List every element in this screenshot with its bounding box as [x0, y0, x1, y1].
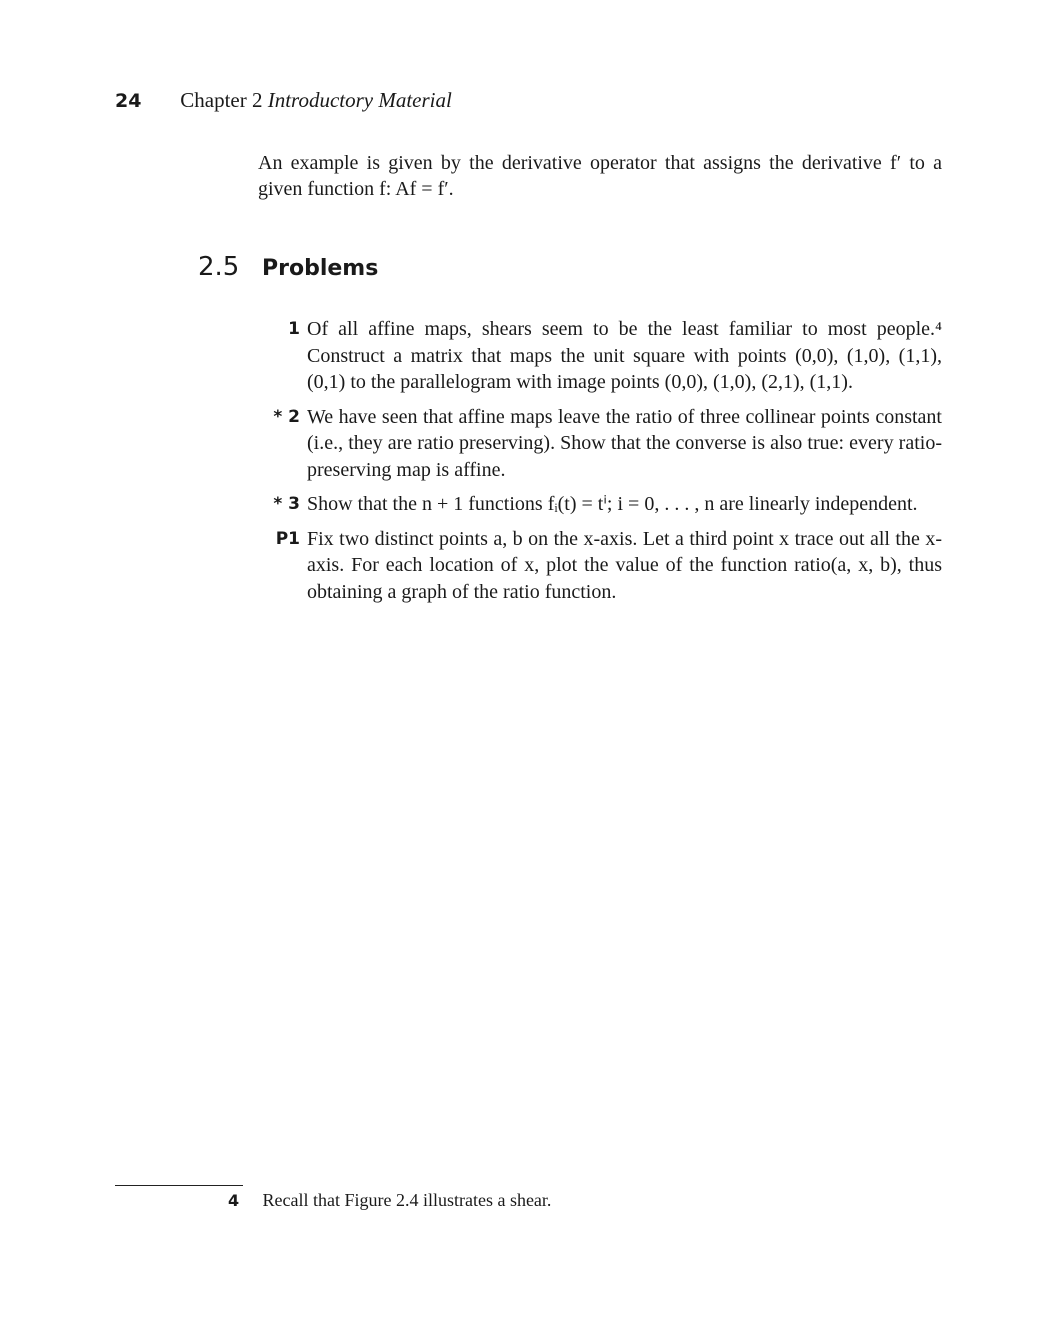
chapter-label: Chapter 2 [180, 88, 263, 112]
chapter-title: Introductory Material [267, 88, 452, 112]
section-number: 2.5 [198, 252, 240, 282]
footnote-number: 4 [228, 1191, 240, 1210]
footnote [228, 1190, 551, 1211]
page-number: 24 [115, 90, 142, 112]
problem-label: * 2 [273, 406, 300, 427]
intro-paragraph: An example is given by the derivative operator that assigns the derivative f′ to a given function f: Af = f′. [258, 152, 942, 200]
problem-text: Show that the n + 1 functions fᵢ(t) = tⁱ; i = 0, . . . , n are linearly independent. [307, 493, 918, 515]
problem-item [250, 316, 942, 396]
problem-item [250, 491, 942, 518]
footnote-text: Recall that Figure 2.4 illustrates a shear. [262, 1190, 552, 1210]
section-title: Problems [262, 256, 379, 281]
running-header [115, 88, 452, 122]
problem-label: * 3 [273, 494, 300, 514]
problem-text: Fix two distinct points a, b on the x-axis. Let a third point x trace out all the x-axis. For each location of x, plot the value of the function ratio(a, x, b), thus obtaining a graph of the ratio function. [307, 527, 942, 603]
problem-list [250, 316, 942, 613]
problem-item [250, 526, 942, 606]
problem-label: P1 [275, 528, 300, 549]
section-heading [198, 252, 378, 282]
problem-item [250, 404, 942, 484]
problem-text: Of all affine maps, shears seem to be the least familiar to most people.⁴ Construct a matrix that maps the unit square with points (0,0), (1,0), (1,1), (0,1) to the parallelogram with image points (0,0), (1,0), (2,1), (1,1). [307, 318, 942, 393]
footnote-rule [115, 1185, 243, 1186]
problem-text: We have seen that affine maps leave the ratio of three collinear points constant (i.e., they are ratio preserving). Show that the converse is also true: every ratio-preserving map is affine. [307, 405, 942, 481]
problem-label: 1 [288, 319, 300, 339]
